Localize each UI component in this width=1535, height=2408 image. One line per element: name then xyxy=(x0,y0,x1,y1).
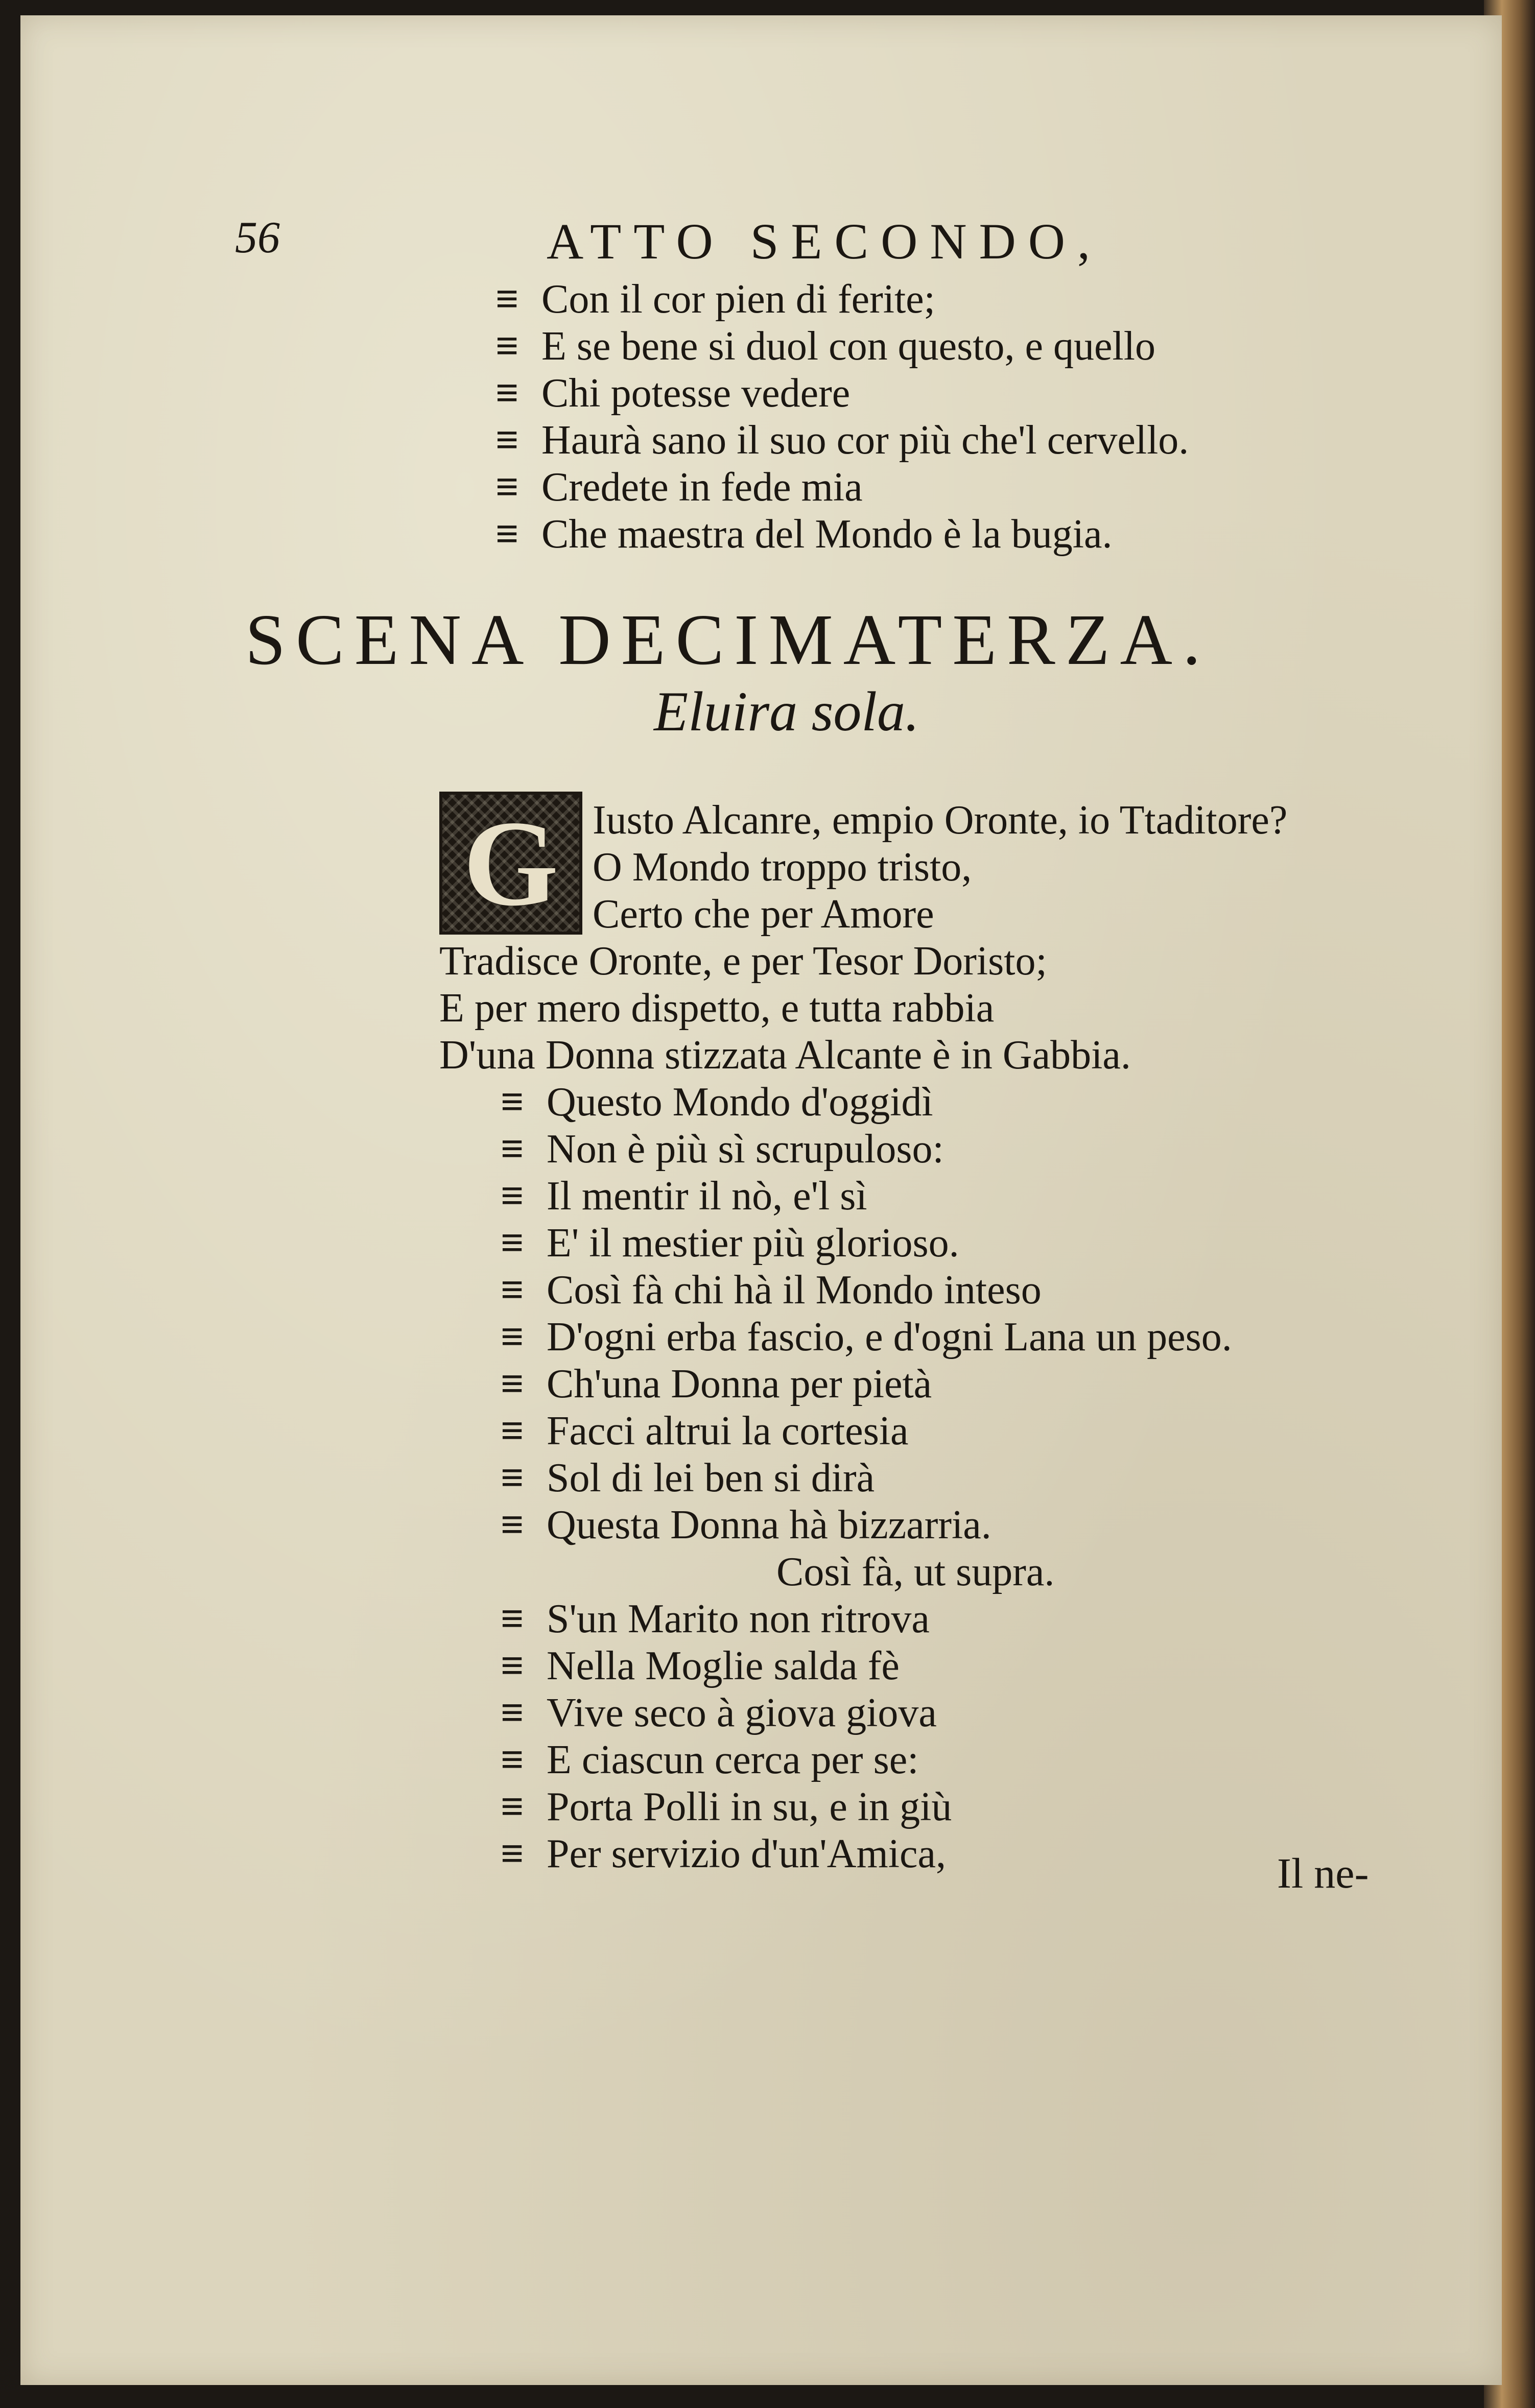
catchword: Il ne- xyxy=(1277,1850,1369,1897)
verse-marker: ≡ xyxy=(501,1690,521,1735)
verse-text: Nella Moglie salda fè xyxy=(547,1643,900,1688)
verse-line xyxy=(501,1501,991,1548)
verse-marker: ≡ xyxy=(495,324,516,369)
verse-marker: ≡ xyxy=(501,1784,521,1829)
verse-text: Porta Polli in su, e in giù xyxy=(547,1784,952,1829)
verse-marker: ≡ xyxy=(501,1080,521,1125)
decorated-initial-letter: G xyxy=(463,795,559,931)
page-number: 56 xyxy=(235,213,280,263)
verse-text: S'un Marito non ritrova xyxy=(547,1596,930,1641)
speech-line: Tradisce Oronte, e per Tesor Doristo; xyxy=(439,939,1047,984)
verse-line xyxy=(501,1079,933,1126)
verse-line xyxy=(501,1267,1042,1314)
verse-text: Chi potesse vedere xyxy=(541,371,851,416)
verse-text: Questo Mondo d'oggidì xyxy=(547,1080,933,1125)
verse-line xyxy=(495,417,1189,464)
verse-marker: ≡ xyxy=(501,1643,521,1688)
verse-text: Così fà chi hà il Mondo inteso xyxy=(547,1268,1042,1313)
verse-marker: ≡ xyxy=(501,1315,521,1360)
verse-text: Questa Donna hà bizzarria. xyxy=(547,1503,991,1547)
running-head: ATTO SECONDO, xyxy=(547,213,1102,270)
speaker-heading: Eluira sola. xyxy=(654,680,919,743)
verse-line xyxy=(501,1689,937,1736)
verse-marker: ≡ xyxy=(495,418,516,463)
verse-marker: ≡ xyxy=(495,371,516,416)
verse-line xyxy=(501,1408,909,1455)
verse-marker: ≡ xyxy=(501,1503,521,1547)
verse-marker: ≡ xyxy=(501,1221,521,1266)
verse-text: Vive seco à giova giova xyxy=(547,1690,937,1735)
verse-line xyxy=(501,1455,875,1501)
verse-text: Credete in fede mia xyxy=(541,465,863,510)
decorated-initial xyxy=(439,792,582,935)
verse-line xyxy=(501,1595,930,1642)
verse-marker: ≡ xyxy=(495,512,516,557)
verse-text: E ciascun cerca per se: xyxy=(547,1737,919,1782)
verse-line xyxy=(501,1642,900,1689)
verse-marker: ≡ xyxy=(495,465,516,510)
verse-text: D'ogni erba fascio, e d'ogni Lana un peso. xyxy=(547,1315,1232,1360)
verse-line xyxy=(501,1173,867,1220)
scene-title: SCENA DECIMATERZA. xyxy=(245,599,1211,680)
verse-line xyxy=(495,276,935,323)
verse-line xyxy=(495,323,1155,370)
verse-text: Ch'una Donna per pietà xyxy=(547,1362,932,1406)
verse-marker: ≡ xyxy=(501,1362,521,1406)
verse-line xyxy=(501,1220,959,1267)
verse-text: Haurà sano il suo cor più che'l cervello. xyxy=(541,418,1189,463)
verse-marker: ≡ xyxy=(501,1127,521,1172)
book-page xyxy=(20,15,1502,2385)
verse-text: Per servizio d'un'Amica, xyxy=(547,1831,946,1876)
verse-line xyxy=(501,1736,918,1783)
verse-marker: ≡ xyxy=(495,277,516,322)
verse-line xyxy=(495,370,850,417)
verse-text: Che maestra del Mondo è la bugia. xyxy=(541,512,1113,557)
speech-line: Iusto Alcanre, empio Oronte, io Ttaditore? xyxy=(593,798,1288,843)
verse-text: E' il mestier più glorioso. xyxy=(547,1221,959,1266)
speech-line: E per mero dispetto, e tutta rabbia xyxy=(439,986,995,1031)
verse-marker: ≡ xyxy=(501,1737,521,1782)
verse-marker: ≡ xyxy=(501,1596,521,1641)
speech-line: D'una Donna stizzata Alcante è in Gabbia. xyxy=(439,1033,1131,1078)
verse-line xyxy=(501,1830,946,1877)
verse-marker: ≡ xyxy=(501,1831,521,1876)
verse-text: Sol di lei ben si dirà xyxy=(547,1456,875,1500)
verse-text: Con il cor pien di ferite; xyxy=(541,277,935,322)
speech-line: O Mondo troppo tristo, xyxy=(593,845,972,890)
verse-marker: ≡ xyxy=(501,1456,521,1500)
refrain-line: Così fà, ut supra. xyxy=(776,1549,1055,1594)
verse-marker: ≡ xyxy=(501,1174,521,1219)
verse-marker: ≡ xyxy=(501,1409,521,1453)
verse-marker: ≡ xyxy=(501,1268,521,1313)
verse-line xyxy=(501,1126,944,1173)
verse-line xyxy=(501,1314,1232,1361)
verse-text: Facci altrui la cortesia xyxy=(547,1409,909,1453)
verse-line xyxy=(501,1361,932,1408)
speech-line: Certo che per Amore xyxy=(593,892,934,937)
verse-text: Il mentir il nò, e'l sì xyxy=(547,1174,867,1219)
verse-line xyxy=(495,464,863,511)
verse-line xyxy=(495,511,1112,558)
verse-text: E se bene si duol con questo, e quello xyxy=(541,324,1155,369)
verse-text: Non è più sì scrupuloso: xyxy=(547,1127,944,1172)
verse-line xyxy=(501,1783,952,1830)
